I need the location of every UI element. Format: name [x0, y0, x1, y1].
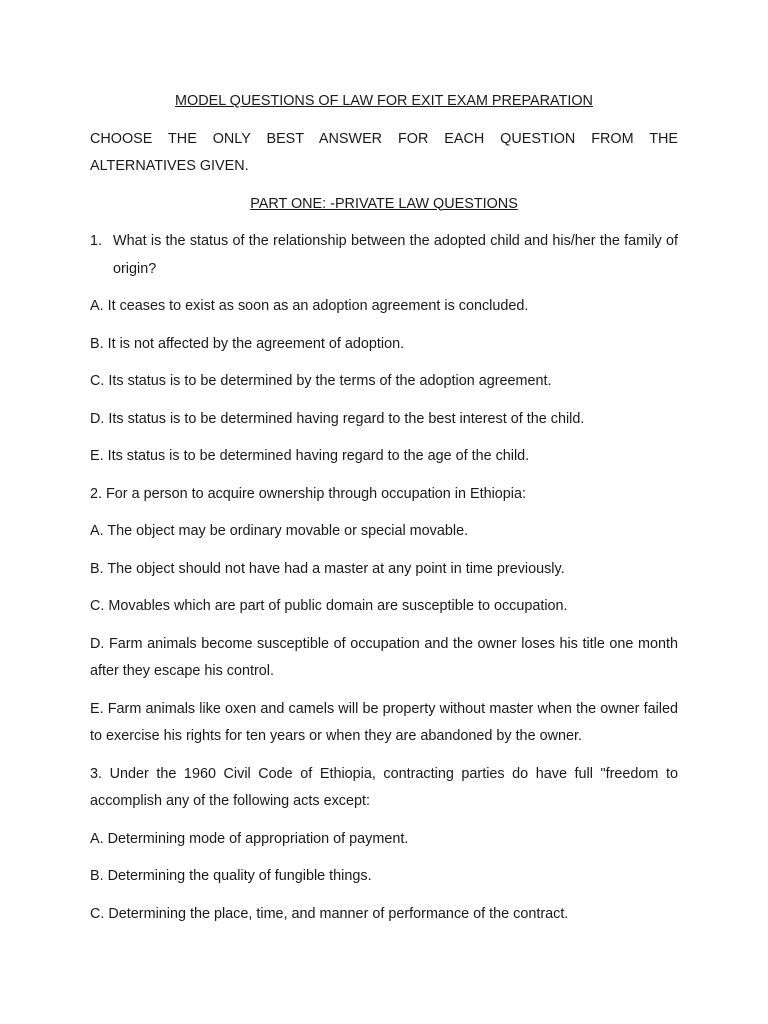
option-2b: B. The object should not have had a master at any point in time previously.: [90, 560, 565, 577]
option-3b: B. Determining the quality of fungible things.: [90, 868, 372, 884]
option-2d: D. Farm animals become susceptible of occupation and the owner loses his title one month after they escape his control.: [90, 635, 678, 679]
question-1: [90, 228, 678, 283]
question-2: 2. For a person to acquire ownership through occupation in Ethiopia:: [90, 485, 526, 502]
option-2c: C. Movables which are part of public domain are susceptible to occupation.: [90, 598, 568, 614]
option-1a: A. It ceases to exist as soon as an adoption agreement is concluded.: [90, 298, 529, 314]
question-number: 1.: [90, 233, 103, 249]
option-3a: A. Determining mode of appropriation of payment.: [90, 830, 409, 847]
option-1b: B. It is not affected by the agreement of adoption.: [90, 335, 405, 352]
option-2e: E. Farm animals like oxen and camels will be property without master when the owner failed to exercise his rights for ten years or when they are abandoned by the owner.: [90, 700, 678, 744]
option-1d: D. Its status is to be determined having regard to the best interest of the child.: [90, 410, 585, 427]
document-page: [90, 88, 678, 938]
instructions: CHOOSE THE ONLY BEST ANSWER FOR EACH QUESTION FROM THE ALTERNATIVES GIVEN.: [90, 130, 678, 174]
document-title: MODEL QUESTIONS OF LAW FOR EXIT EXAM PREPARATION: [175, 93, 593, 109]
option-3c: C. Determining the place, time, and manner of performance of the contract.: [90, 905, 569, 922]
section-heading: PART ONE: -PRIVATE LAW QUESTIONS: [250, 195, 518, 212]
option-1c: C. Its status is to be determined by the terms of the adoption agreement.: [90, 373, 552, 389]
question-text: What is the status of the relationship between the adopted child and his/her the family of origin?: [113, 233, 678, 277]
option-1e: E. Its status is to be determined having regard to the age of the child.: [90, 448, 530, 464]
option-2a: A. The object may be ordinary movable or special movable.: [90, 523, 469, 539]
question-3: 3. Under the 1960 Civil Code of Ethiopia, contracting parties do have full "freedom to accomplish any of the following acts except:: [90, 765, 678, 809]
